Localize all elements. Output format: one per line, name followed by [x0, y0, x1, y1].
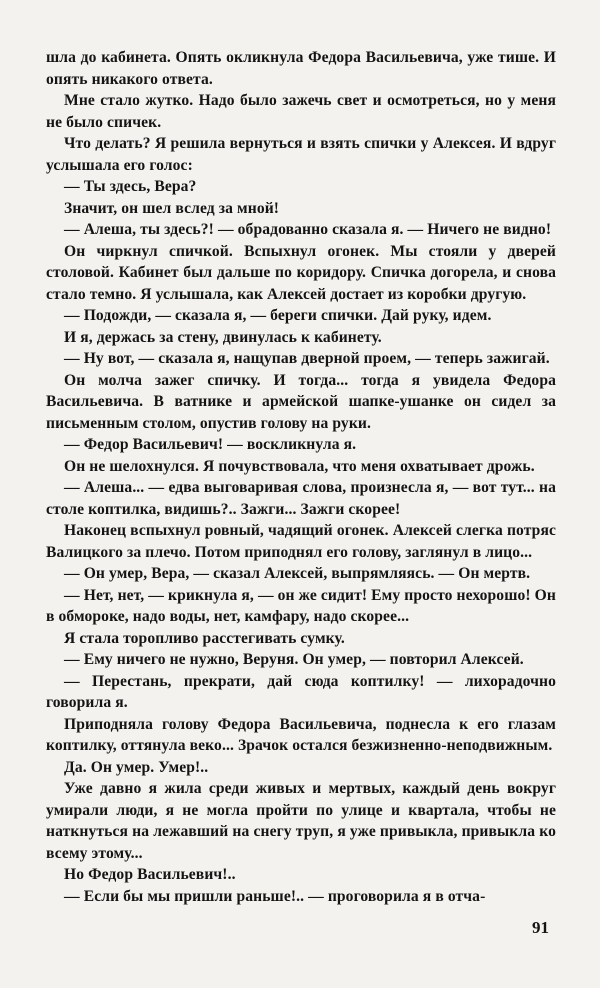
- page-number: 91: [532, 918, 549, 937]
- paragraph: — Нет, нет, — крикнула я, — он же сидит! Ему просто нехорошо! Он в обмороке, надо воды, нет, камфару, надо скорее...: [46, 586, 556, 625]
- paragraph: шла до кабинета. Опять окликнула Федора Васильевича, уже тише. И опять никакого ответа.: [46, 49, 556, 88]
- paragraph: — Ему ничего не нужно, Веруня. Он умер, — повторил Алексей.: [64, 651, 524, 668]
- paragraph: Он молча зажег спичку. И тогда... тогда я увидела Федора Васильевича. В ватнике и армейской шапке-ушанке он сидел за письменным столом, опустив голову на руки.: [46, 371, 556, 432]
- paragraph: — Если бы мы пришли раньше!.. — проговорила я в отча-: [64, 887, 486, 905]
- paragraph: Я стала торопливо расстегивать сумку.: [64, 629, 345, 647]
- paragraph: — Алеша, ты здесь?! — обрадованно сказала я. — Ничего не видно!: [64, 221, 552, 238]
- paragraph: — Перестань, прекрати, дай сюда коптилку! — лихорадочно говорила я.: [46, 672, 556, 711]
- paragraph: Что делать? Я решила вернуться и взять спички у Алексея. И вдруг услышала его голос:: [46, 135, 556, 174]
- paragraph: Он чиркнул спичкой. Вспыхнул огонек. Мы стояли у дверей столовой. Кабинет был дальше по коридору. Спичка догорела, и снова стало темно. Я услышала, как Алексей достает из коробки другую.: [46, 242, 556, 303]
- paragraph: Да. Он умер. Умер!..: [64, 758, 209, 776]
- paragraph: Наконец вспыхнул ровный, чадящий огонек. Алексей слегка потряс Валицкого за плечо. Потом приподнял его голову, заглянул в лицо...: [46, 522, 556, 561]
- paragraph: Он не шелохнулся. Я почувствовала, что меня охватывает дрожь.: [64, 457, 535, 475]
- paragraph: — Ну вот, — сказала я, нащупав дверной проем, — теперь зажигай.: [64, 350, 550, 367]
- body-text: [46, 47, 556, 907]
- paragraph: — Ты здесь, Вера?: [64, 178, 197, 195]
- paragraph: — Федор Васильевич! — воскликнула я.: [64, 436, 357, 453]
- paragraph: — Он умер, Вера, — сказал Алексей, выпрямляясь. — Он мертв.: [64, 565, 531, 582]
- paragraph: Уже давно я жила среди живых и мертвых, каждый день вокруг умирали люди, я не могла пройти по улице и квартала, чтобы не наткнуться на лежавший на снегу труп, я уже привыкла, привыкла ко всему этому...: [46, 780, 556, 862]
- paragraph: — Подожди, — сказала я, — береги спички. Дай руку, идем.: [64, 307, 492, 324]
- paragraph: Но Федор Васильевич!..: [64, 866, 236, 883]
- paragraph: Значит, он шел вслед за мной!: [64, 199, 280, 217]
- paragraph: — Алеша... — едва выговаривая слова, произнесла я, — вот тут... на столе коптилка, видишь?.. Зажги... Зажги скорее!: [46, 479, 556, 518]
- paragraph: Приподняла голову Федора Васильевича, поднесла к его глазам коптилку, оттянула веко... Зрачок остался безжизненно-неподвижным.: [46, 715, 556, 754]
- paragraph: Мне стало жутко. Надо было зажечь свет и осмотреться, но у меня не было спичек.: [46, 92, 556, 131]
- paragraph: И я, держась за стену, двинулась к кабинету.: [64, 328, 382, 346]
